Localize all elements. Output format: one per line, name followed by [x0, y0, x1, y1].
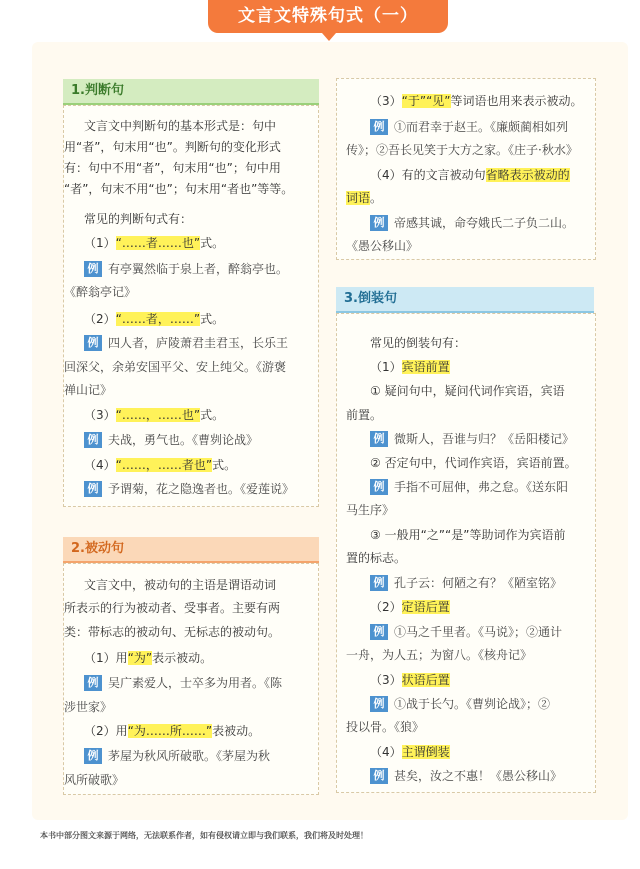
- example-line: 例 有亭翼然临于泉上者，醉翁亭也。: [84, 259, 288, 279]
- highlight: “为……所……”: [127, 724, 213, 738]
- pattern-line: （2）用“为……所……”表被动。: [84, 724, 261, 738]
- example-line: 例 ①而君幸于赵王。《廉颇蔺相如列: [370, 117, 568, 137]
- highlight: 宾语前置: [401, 360, 450, 374]
- highlight: “……者，……”: [115, 312, 201, 326]
- paragraph-line: 常见的判断句式有：: [84, 212, 193, 226]
- example-line: 马生序》: [346, 503, 395, 517]
- example-tag: 例: [370, 696, 388, 712]
- page-title: 文言文特殊句式（一）: [208, 0, 448, 33]
- subheading: （2）定语后置: [370, 600, 450, 614]
- example-line: 涉世家》: [64, 700, 113, 714]
- paragraph-line: ② 否定句中，代词作宾语，宾语前置。: [370, 456, 577, 470]
- highlight: 定语后置: [401, 600, 450, 614]
- paragraph-line: ① 疑问句中，疑问代词作宾语，宾语: [370, 384, 565, 398]
- highlight: “……，……也”: [115, 408, 201, 422]
- highlight: 状语后置: [401, 673, 450, 687]
- example-tag: 例: [370, 479, 388, 495]
- example-line: 禅山记》: [64, 383, 113, 397]
- paragraph-line: 所表示的行为被动者、受事者。主要有两: [64, 601, 281, 615]
- paragraph-line: 用“者”，句末用“也”。判断句的变化形式: [64, 140, 281, 154]
- highlight: 主谓倒装: [401, 745, 450, 759]
- example-line: 例 手指不可屈伸，弗之怠。《送东阳: [370, 477, 568, 497]
- example-line: 例 吴广素爱人，士卒多为用者。《陈: [84, 673, 282, 693]
- highlight: “于”“见”: [401, 94, 451, 108]
- section-heading-passive: 2.被动句: [63, 537, 319, 563]
- paragraph-line: 文言文中判断句的基本形式是：句中: [84, 119, 277, 133]
- example-tag: 例: [370, 768, 388, 784]
- example-tag: 例: [84, 432, 102, 448]
- subheading: （3）状语后置: [370, 673, 450, 687]
- subheading: （4）主谓倒装: [370, 745, 450, 759]
- example-tag: 例: [84, 335, 102, 351]
- example-line: 例 孔子云：何陋之有？《陋室铭》: [370, 573, 562, 593]
- pattern-line: 词语。: [346, 191, 383, 205]
- paragraph-line: “者”，句末不用“也”；句末用“者也”等等。: [64, 182, 294, 196]
- paragraph-line: 常见的倒装句有：: [370, 336, 467, 350]
- example-line: 例 微斯人，吾谁与归？《岳阳楼记》: [370, 429, 574, 449]
- example-line: 例 甚矣，汝之不惠！《愚公移山》: [370, 766, 562, 786]
- paragraph-line: 文言文中，被动句的主语是谓语动词: [84, 578, 277, 592]
- example-tag: 例: [370, 119, 388, 135]
- pattern-line: （1）“……者……也”式。: [84, 236, 225, 250]
- example-tag: 例: [84, 748, 102, 764]
- example-tag: 例: [84, 261, 102, 277]
- pattern-line: （4）“……，……者也”式。: [84, 458, 237, 472]
- example-tag: 例: [370, 215, 388, 231]
- highlight: “为”: [127, 651, 153, 665]
- example-line: 《醉翁亭记》: [64, 285, 137, 299]
- example-line: 《愚公移山》: [346, 239, 419, 253]
- example-line: 例 予谓菊，花之隐逸者也。《爱莲说》: [84, 479, 294, 499]
- paragraph-line: 置的标志。: [346, 551, 407, 565]
- paragraph-line: 有：句中不用“者”，句末用“也”；句中用: [64, 161, 281, 175]
- section-heading-judgment: 1.判断句: [63, 79, 319, 105]
- pattern-line: （3）“于”“见”等词语也用来表示被动。: [370, 94, 583, 108]
- example-line: 风所破歌》: [64, 773, 125, 787]
- paragraph-line: 类：带标志的被动句、无标志的被动句。: [64, 625, 281, 639]
- example-tag: 例: [370, 431, 388, 447]
- pattern-line: （3）“……，……也”式。: [84, 408, 225, 422]
- paragraph-line: 前置。: [346, 408, 383, 422]
- highlight: 词语: [346, 191, 371, 205]
- highlight: “……者……也”: [115, 236, 201, 250]
- example-line: 例 帝感其诚，命夸娥氏二子负二山。: [370, 213, 574, 233]
- pattern-line: （2）“……者，……”式。: [84, 312, 225, 326]
- example-line: 例 ①战于长勺。《曹刿论战》；②: [370, 694, 550, 714]
- example-tag: 例: [370, 624, 388, 640]
- pattern-line: （1）用“为”表示被动。: [84, 651, 213, 665]
- footer-note: 本书中部分图文来源于网络，无法联系作者，如有侵权请立即与我们联系，我们将及时处理！: [40, 831, 368, 840]
- section-heading-inversion: 3.倒装句: [336, 287, 594, 313]
- example-tag: 例: [370, 575, 388, 591]
- example-line: 传》；②吾长见笑于大方之家。《庄子·秋水》: [346, 143, 578, 157]
- highlight: “……，……者也”: [115, 458, 213, 472]
- subheading: （1）宾语前置: [370, 360, 450, 374]
- example-line: 例 茅屋为秋风所破歌。《茅屋为秋: [84, 746, 270, 766]
- example-line: 回深父，余弟安国平父、安上纯父。《游褒: [64, 360, 287, 374]
- example-line: 例 ①马之千里者。《马说》；②通计: [370, 622, 562, 642]
- paragraph-line: ③ 一般用“之”“是”等助词作为宾语前: [370, 528, 566, 542]
- example-line: 投以骨。《狼》: [346, 720, 425, 734]
- example-tag: 例: [84, 481, 102, 497]
- example-line: 例 夫战，勇气也。《曹刿论战》: [84, 430, 258, 450]
- example-line: 一舟，为人五；为窗八。《核舟记》: [346, 648, 533, 662]
- highlight: 省略表示被动的: [485, 168, 570, 182]
- example-tag: 例: [84, 675, 102, 691]
- pattern-line: （4）有的文言被动句省略表示被动的: [370, 168, 570, 182]
- example-line: 例 四人者，庐陵萧君圭君玉，长乐王: [84, 333, 288, 353]
